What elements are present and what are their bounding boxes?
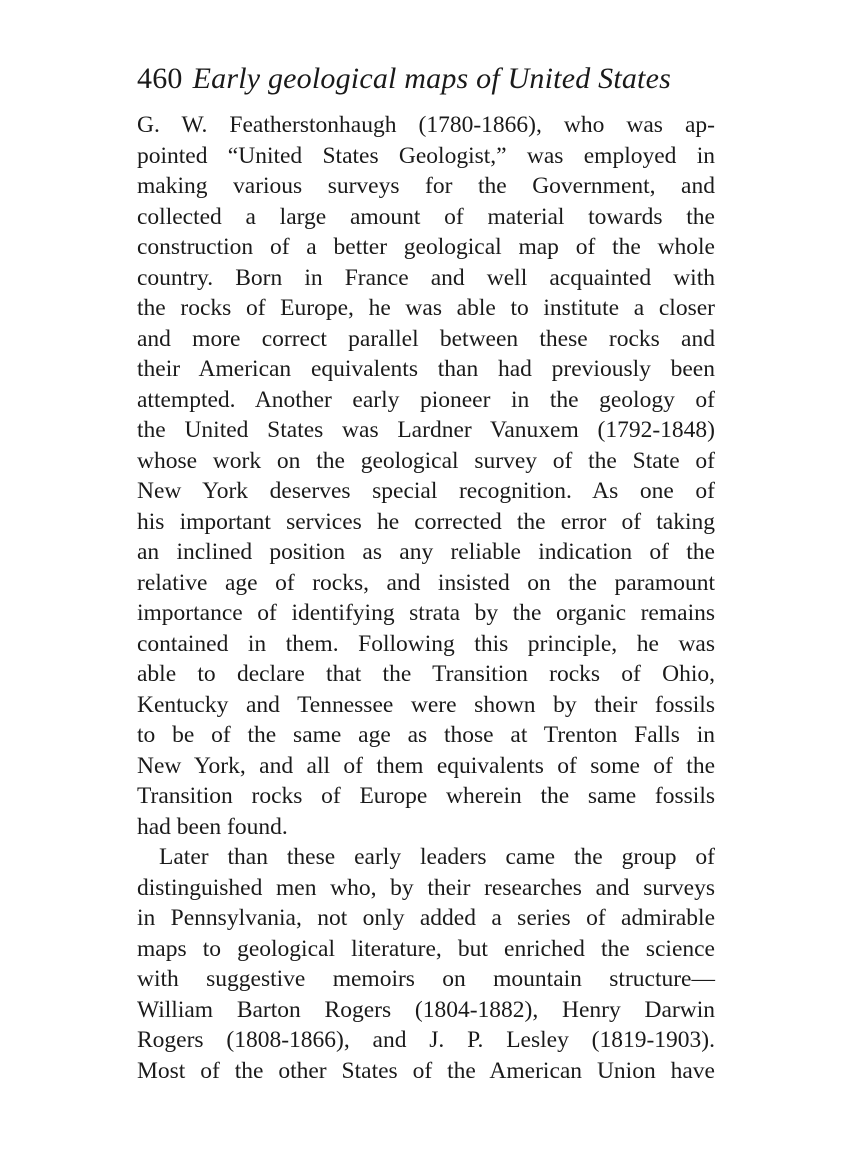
paragraph (137, 842, 715, 1086)
text-line: the United States was Lardner Vanuxem (1792-1848) (137, 417, 715, 443)
text-line: in Pennsylvania, not only added a series of admirable (137, 905, 715, 931)
text-line: Rogers (1808-1866), and J. P. Lesley (1819-1903). (137, 1027, 715, 1053)
text-line: country. Born in France and well acquainted with (137, 264, 715, 291)
body-text (137, 110, 715, 1086)
paragraph (137, 110, 715, 842)
text-line: attempted. Another early pioneer in the geology of (137, 386, 715, 413)
text-line: Later than these early leaders came the group of (159, 844, 715, 870)
running-head (137, 62, 715, 110)
text-line: Transition rocks of Europe wherein the same fossils (137, 783, 715, 809)
text-line: New York, and all of them equivalents of some of the (137, 752, 715, 779)
text-line: Most of the other States of the American Union have (137, 1057, 715, 1084)
text-line: contained in them. Following this principle, he was (137, 630, 715, 657)
text-line: G. W. Featherstonhaugh (1780-1866), who was ap- (137, 112, 715, 138)
text-line: Kentucky and Tennessee were shown by their fossils (137, 691, 715, 718)
text-line: their American equivalents than had previously been (137, 356, 715, 382)
text-line: an inclined position as any reliable indication of the (137, 539, 715, 565)
text-line: with suggestive memoirs on mountain structure— (137, 966, 715, 992)
text-line: able to declare that the Transition rocks of Ohio, (137, 661, 715, 687)
text-line: pointed “United States Geologist,” was employed in (137, 142, 715, 169)
text-line: his important services he corrected the error of taking (137, 508, 715, 535)
page-number: 460 (137, 62, 183, 95)
text-line: collected a large amount of material towards the (137, 203, 715, 230)
text-line: whose work on the geological survey of the State of (137, 447, 715, 474)
text-line: William Barton Rogers (1804-1882), Henry Darwin (137, 996, 715, 1023)
text-line: New York deserves special recognition. As one of (137, 478, 715, 504)
text-line: relative age of rocks, and insisted on the paramount (137, 569, 715, 596)
text-line: and more correct parallel between these rocks and (137, 325, 715, 352)
text-line: maps to geological literature, but enriched the science (137, 935, 715, 962)
text-line: construction of a better geological map of the whole (137, 234, 715, 260)
book-page (137, 62, 715, 1086)
text-line: to be of the same age as those at Trenton Falls in (137, 722, 715, 748)
text-line: distinguished men who, by their researches and surveys (137, 874, 715, 901)
text-line: making various surveys for the Government, and (137, 173, 715, 199)
text-line: importance of identifying strata by the organic remains (137, 600, 715, 626)
text-line: the rocks of Europe, he was able to institute a closer (137, 295, 715, 321)
running-title: Early geological maps of United States (192, 62, 671, 95)
text-line: had been found. (137, 813, 288, 840)
